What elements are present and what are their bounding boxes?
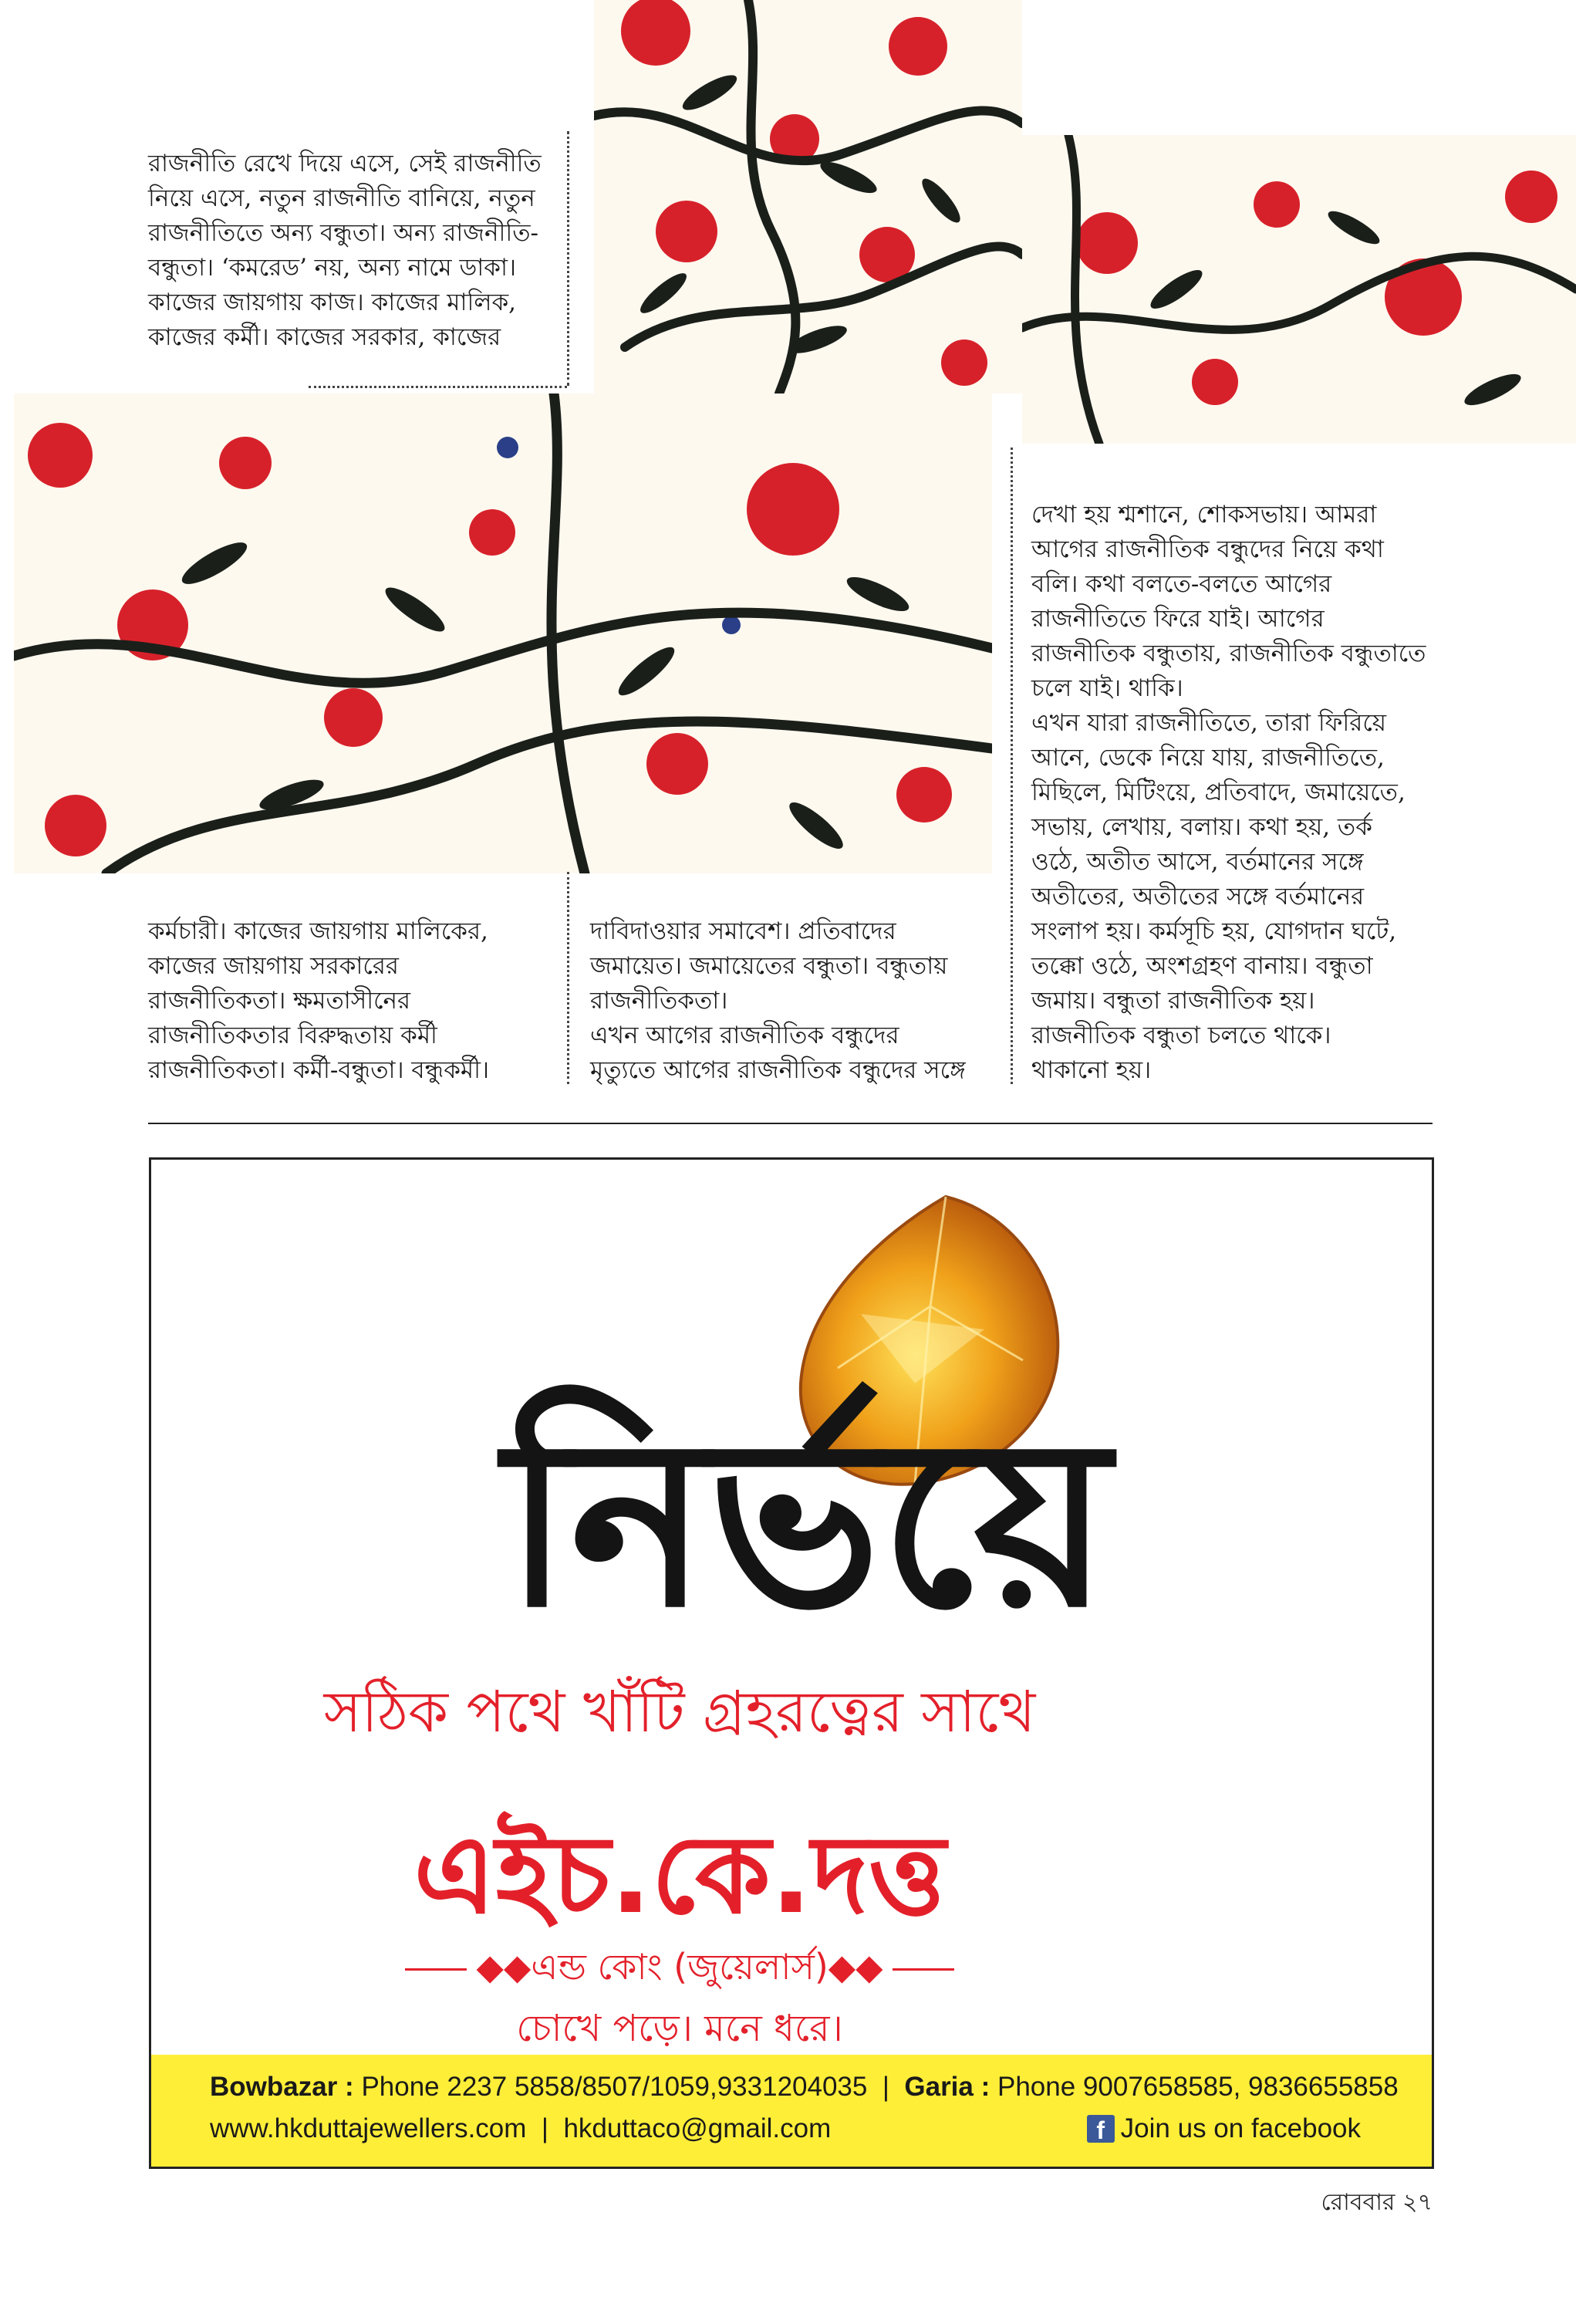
article-column-bottom-1: কর্মচারী। কাজের জায়গায় মালিকের, কাজের জায়গায় সরকারের রাজনীতিকতা। ক্ষমতাসীনের রাজনীতিকতার বিরুদ্ধতায় কর্মী রাজনীতিকতা। কর্মী-বন্ধুতা। বন্ধুকর্মী। <box>148 917 490 1084</box>
bowbazar-phone: Phone 2237 5858/8507/1059,9331204035 <box>361 2072 868 2102</box>
column-divider <box>567 131 569 386</box>
facebook-link[interactable] <box>1087 2113 1361 2144</box>
ad-title: নির্ভয়ে <box>504 1386 1110 1658</box>
facebook-icon: f <box>1087 2115 1115 2143</box>
article-column-right: দেখা হয় শ্মশানে, শোকসভায়। আমরা আগের রাজনীতিক বন্ধুদের নিয়ে কথা বলি। কথা বলতে-বলতে আগের রাজনীতিতে ফিরে যাই। আগের রাজনীতিক বন্ধুতায়, রাজনীতিক বন্ধুতাতে চলে যাই। থাকি। এখন যারা রাজনীতিতে, তারা ফিরিয়ে আনে, ডেকে নিয়ে যায়, রাজনীতিতে, মিছিলে, মিটিংয়ে, প্রতিবাদে, জমায়েতে, সভায়, লেখায়, বলায়। কথা হয়, তর্ক ওঠে, অতীত আসে, বর্তমানের সঙ্গে অতীতের, অতীতের সঙ্গে বর্তমানের সংলাপ হয়। কর্মসূচি হয়, যোগদান ঘটে, তক্কো ওঠে, অংশগ্রহণ বানায়। বন্ধুতা জমায়। বন্ধুতা রাজনীতিক হয়। রাজনীতিক বন্ধুতা চলতে থাকে। থাকানো হয়। <box>1031 501 1426 1084</box>
jeweller-advertisement <box>149 1157 1434 2169</box>
garia-phone: Phone 9007658585, 9836655858 <box>997 2072 1399 2102</box>
column-divider <box>309 386 567 388</box>
website-link[interactable]: www.hkduttajewellers.com <box>210 2113 527 2143</box>
separator: | <box>882 2072 889 2102</box>
floral-artwork-left <box>14 394 992 873</box>
garia-label: Garia : <box>904 2072 990 2102</box>
section-rule <box>148 1123 1433 1124</box>
facebook-label: Join us on facebook <box>1120 2113 1361 2143</box>
ad-subtitle-text: এন্ড কোং (জুয়েলার্স) <box>531 1946 828 1988</box>
ad-tagline: সঠিক পথে খাঁটি গ্রহরত্নের সাথে <box>323 1679 1036 1745</box>
ornament-line <box>405 1968 467 1971</box>
floral-artwork-top <box>594 0 1022 394</box>
column-divider <box>567 872 569 1084</box>
email-link[interactable]: hkduttaco@gmail.com <box>563 2113 832 2143</box>
ornament-line <box>893 1968 954 1971</box>
column-divider <box>1011 448 1013 1084</box>
floral-artwork-right <box>1022 135 1576 444</box>
contact-bar <box>151 2055 1432 2167</box>
page-folio: রোববার ২৭ <box>1321 2189 1433 2216</box>
article-column-bottom-2: দাবিদাওয়ার সমাবেশ। প্রতিবাদের জমায়েত। জমায়েতের বন্ধুতা। বন্ধুতায় রাজনীতিকতা। এখন আগের রাজনীতিক বন্ধুদের মৃত্যুতে আগের রাজনীতিক বন্ধুদের সঙ্গে <box>590 917 966 1084</box>
ad-brand-subtitle: ◆◆এন্ড কোং (জুয়েলার্স)◆◆ <box>151 1941 1208 1999</box>
contact-online <box>210 2113 831 2144</box>
article-column-top-left: রাজনীতি রেখে দিয়ে এসে, সেই রাজনীতি নিয়ে এসে, নতুন রাজনীতি বানিয়ে, নতুন রাজনীতিতে অন্য বন্ধুতা। অন্য রাজনীতি- বন্ধুতা। ‘কমরেড’ নয়, অন্য নামে ডাকা। কাজের জায়গায় কাজ। কাজের মালিক, কাজের কর্মী। কাজের সরকার, কাজের <box>148 150 542 351</box>
bowbazar-label: Bowbazar : <box>210 2072 354 2102</box>
ad-motto: চোখে পড়ে। মনে ধরে। <box>516 2007 843 2050</box>
separator: | <box>541 2113 548 2143</box>
ad-brand-name: এইচ.কে.দত্ত <box>413 1812 946 1938</box>
contact-phones <box>210 2072 1399 2103</box>
